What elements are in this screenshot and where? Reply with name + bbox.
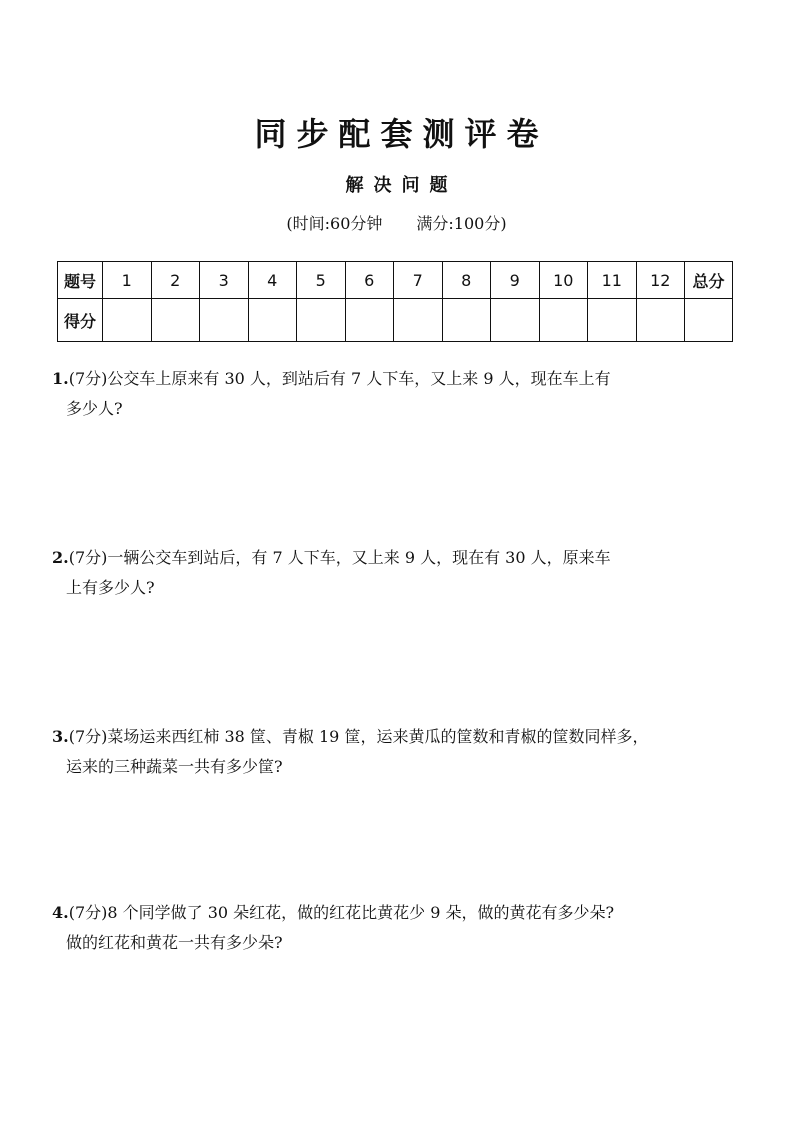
question-4 <box>52 898 742 958</box>
question-points: (7分) <box>68 369 108 388</box>
total-score-cell <box>685 299 733 342</box>
page-subtitle: 解决问题 <box>345 175 458 196</box>
page-title: 同步配套测评卷 <box>254 115 549 153</box>
column-number: 11 <box>588 262 637 299</box>
question-line <box>52 543 742 573</box>
time-score-info <box>0 211 793 237</box>
question-text-continued: 运来的三种蔬菜一共有多少筐? <box>66 757 283 776</box>
question-text-continued: 多少人? <box>66 399 123 418</box>
question-2 <box>52 543 742 603</box>
column-number: 9 <box>491 262 540 299</box>
column-number: 12 <box>636 262 685 299</box>
question-line <box>52 898 742 928</box>
score-cell <box>200 299 249 342</box>
score-cell <box>539 299 588 342</box>
question-text: 一辆公交车到站后，有 7 人下车，又上来 9 人，现在有 30 人，原来车 <box>107 548 611 567</box>
score-table-score-row <box>58 299 733 342</box>
question-3 <box>52 722 742 782</box>
column-number: 7 <box>394 262 443 299</box>
score-cell <box>491 299 540 342</box>
question-points: (7分) <box>68 727 108 746</box>
question-line <box>52 364 742 394</box>
question-text: 8 个同学做了 30 朵红花，做的红花比黄花少 9 朵，做的黄花有多少朵? <box>107 903 615 922</box>
question-text: 公交车上原来有 30 人，到站后有 7 人下车，又上来 9 人，现在车上有 <box>107 369 611 388</box>
score-cell <box>588 299 637 342</box>
column-number: 3 <box>200 262 249 299</box>
score-cell <box>636 299 685 342</box>
question-points: (7分) <box>68 548 108 567</box>
score-cell <box>394 299 443 342</box>
column-number: 8 <box>442 262 491 299</box>
time-limit: (时间:60分钟 <box>286 214 383 233</box>
column-number: 2 <box>151 262 200 299</box>
score-cell <box>103 299 152 342</box>
question-text-continued: 上有多少人? <box>66 578 155 597</box>
column-number: 4 <box>248 262 297 299</box>
score-cell <box>248 299 297 342</box>
question-text: 菜场运来西红柿 38 筐、青椒 19 筐，运来黄瓜的筐数和青椒的筐数同样多， <box>107 727 649 746</box>
score-cell <box>297 299 346 342</box>
full-score: 满分:100分) <box>416 214 507 233</box>
score-table <box>57 261 733 342</box>
question-text-continued: 做的红花和黄花一共有多少朵? <box>66 933 283 952</box>
score-cell <box>151 299 200 342</box>
score-cell <box>442 299 491 342</box>
question-1 <box>52 364 742 424</box>
score-label: 得分 <box>58 299 103 342</box>
question-number-label: 题号 <box>58 262 103 299</box>
question-points: (7分) <box>68 903 108 922</box>
column-number: 5 <box>297 262 346 299</box>
column-number: 10 <box>539 262 588 299</box>
question-number: 1. <box>52 369 69 388</box>
column-number: 1 <box>103 262 152 299</box>
total-score-label: 总分 <box>685 262 733 299</box>
question-number: 4. <box>52 903 69 922</box>
question-number: 3. <box>52 727 69 746</box>
question-number: 2. <box>52 548 69 567</box>
score-table-header-row <box>58 262 733 299</box>
question-line <box>52 722 742 752</box>
score-cell <box>345 299 394 342</box>
column-number: 6 <box>345 262 394 299</box>
